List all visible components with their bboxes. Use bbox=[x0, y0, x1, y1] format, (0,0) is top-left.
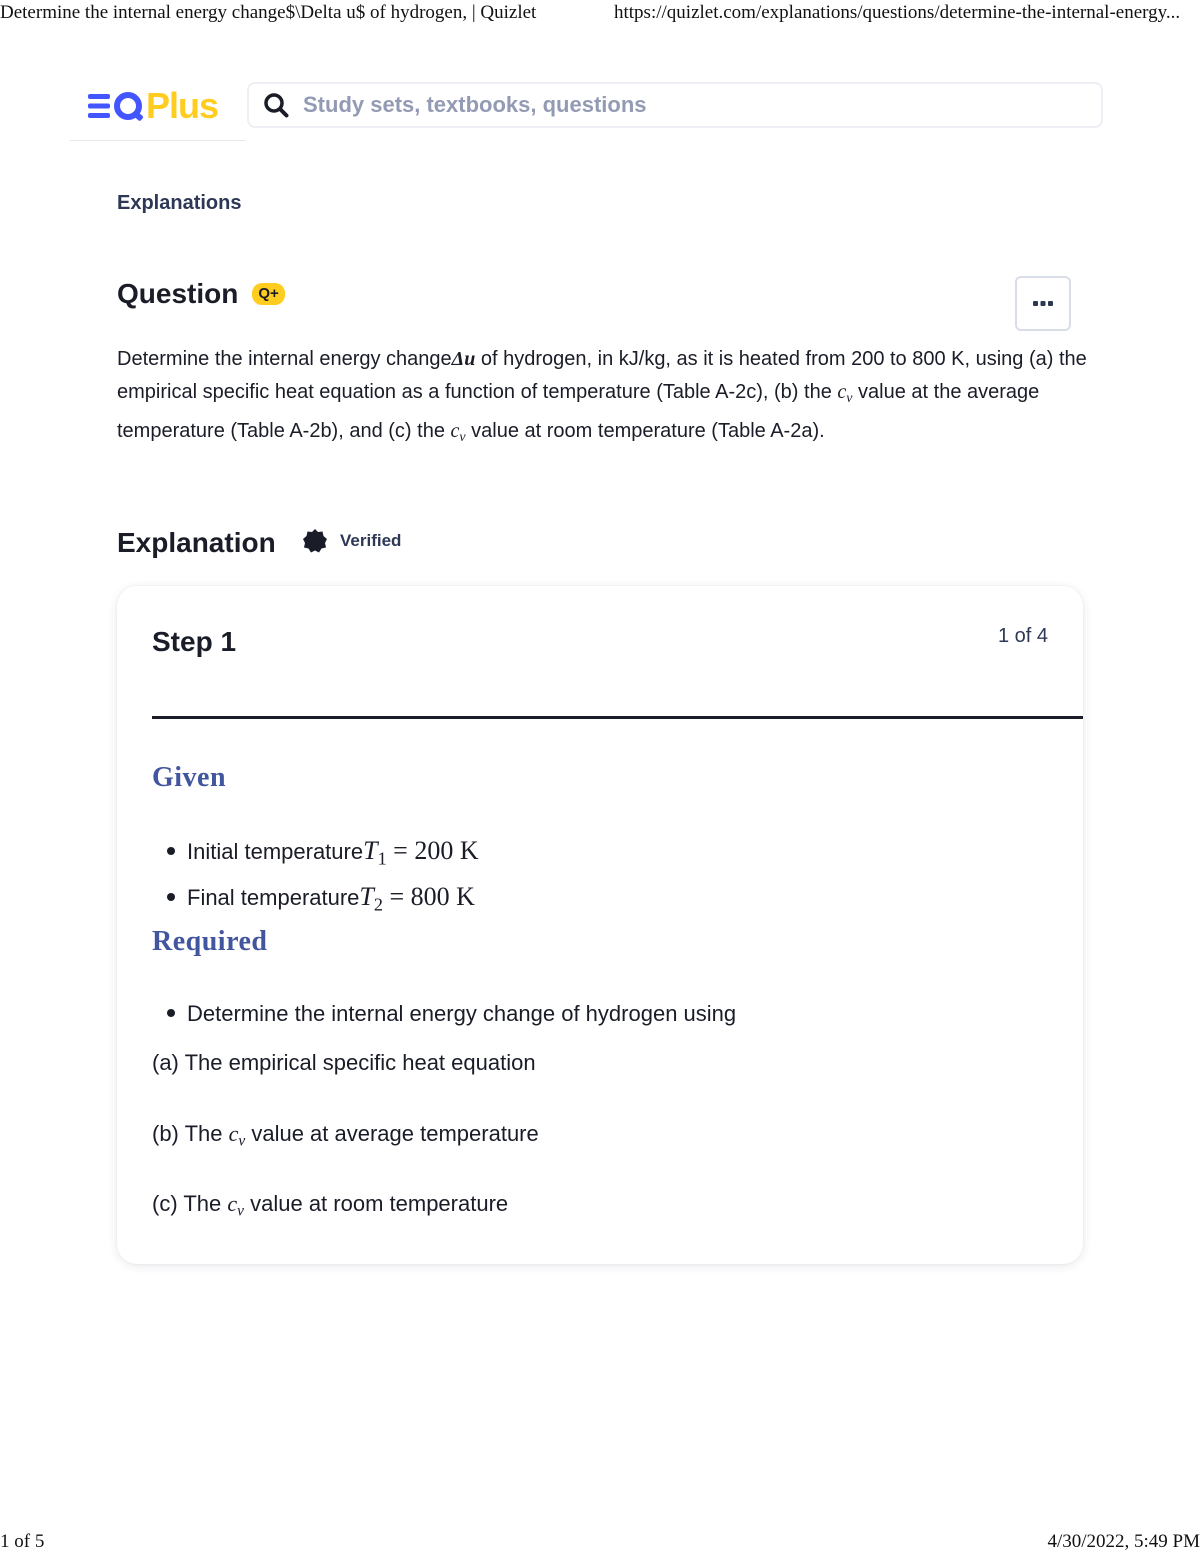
logo-underline bbox=[70, 140, 246, 141]
step-title: Step 1 bbox=[152, 626, 237, 657]
math-delta-u: Δu bbox=[451, 348, 476, 370]
math-cv: $c_v$ bbox=[228, 1121, 246, 1150]
explanation-title: Explanation bbox=[117, 527, 276, 558]
bullet-dot bbox=[167, 1009, 175, 1017]
search-icon bbox=[263, 92, 289, 118]
verified-label: Verified bbox=[340, 531, 402, 550]
math-t1: $T_1 = 200$ K bbox=[363, 836, 479, 869]
print-datetime: 4/30/2022, 5:49 PM bbox=[1047, 1531, 1200, 1552]
print-header bbox=[0, 0, 1200, 26]
math-cv: $c_v$ bbox=[450, 420, 466, 446]
given-heading: Given bbox=[152, 762, 227, 793]
step-counter: 1 of 4 bbox=[997, 625, 1048, 647]
quizlet-plus-badge: Q+ bbox=[252, 283, 284, 305]
print-page-title: Determine the internal energy change$\Delta u$ of hydrogen, | Quizlet bbox=[0, 2, 537, 23]
math-cv: $c_v$ bbox=[227, 1191, 244, 1220]
print-page-number: 1 of 5 bbox=[0, 1531, 45, 1552]
quizlet-plus-logo[interactable] bbox=[86, 86, 218, 126]
list-item: Determine the internal energy change of hydrogen using bbox=[167, 1001, 736, 1027]
question-heading bbox=[117, 278, 285, 310]
verified-icon bbox=[302, 528, 328, 554]
required-part-c: (c) The $c_v$ value at room temperature bbox=[152, 1191, 509, 1220]
print-page-url: https://quizlet.com/explanations/questions/determine-the-internal-energy... bbox=[614, 2, 1181, 23]
math-t2: $T_2 = 800$ K bbox=[359, 882, 475, 915]
search-input[interactable] bbox=[301, 91, 1101, 119]
list-item: Initial temperature $T_1 = 200$ K bbox=[167, 836, 479, 869]
required-part-a: (a) The empirical specific heat equation bbox=[152, 1050, 536, 1075]
math-cv: $c_v$ bbox=[837, 381, 853, 407]
step-divider bbox=[152, 716, 1083, 719]
more-options-button[interactable] bbox=[1015, 276, 1071, 331]
required-heading: Required bbox=[152, 926, 268, 957]
bullet-dot bbox=[167, 847, 175, 855]
search-bar[interactable] bbox=[247, 82, 1103, 128]
required-part-b: (b) The $c_v$ value at average temperature bbox=[152, 1121, 539, 1150]
bullet-dot bbox=[167, 893, 175, 901]
question-title: Question bbox=[117, 278, 239, 309]
logo-plus-text: Plus bbox=[146, 85, 219, 126]
list-item: Final temperature $T_2 = 800$ K bbox=[167, 882, 475, 915]
more-icon bbox=[1032, 300, 1054, 308]
quizlet-logo-icon bbox=[86, 89, 144, 123]
step-card bbox=[117, 586, 1083, 1264]
verified-badge bbox=[302, 528, 401, 554]
question-text: Determine the internal energy changeΔu of hydrogen, in kJ/kg, as it is heated from 200 to 800 K, using (a) the empirical specific heat equation as a function of temperature (Table A-2c), (b) the $c_v$ value at the average temperature (Table A-2b), and (c) the $c_v$ value at room temperature (Table A-2a). bbox=[117, 348, 1087, 446]
breadcrumb-explanations[interactable]: Explanations bbox=[117, 192, 242, 214]
print-footer bbox=[0, 1530, 1200, 1552]
